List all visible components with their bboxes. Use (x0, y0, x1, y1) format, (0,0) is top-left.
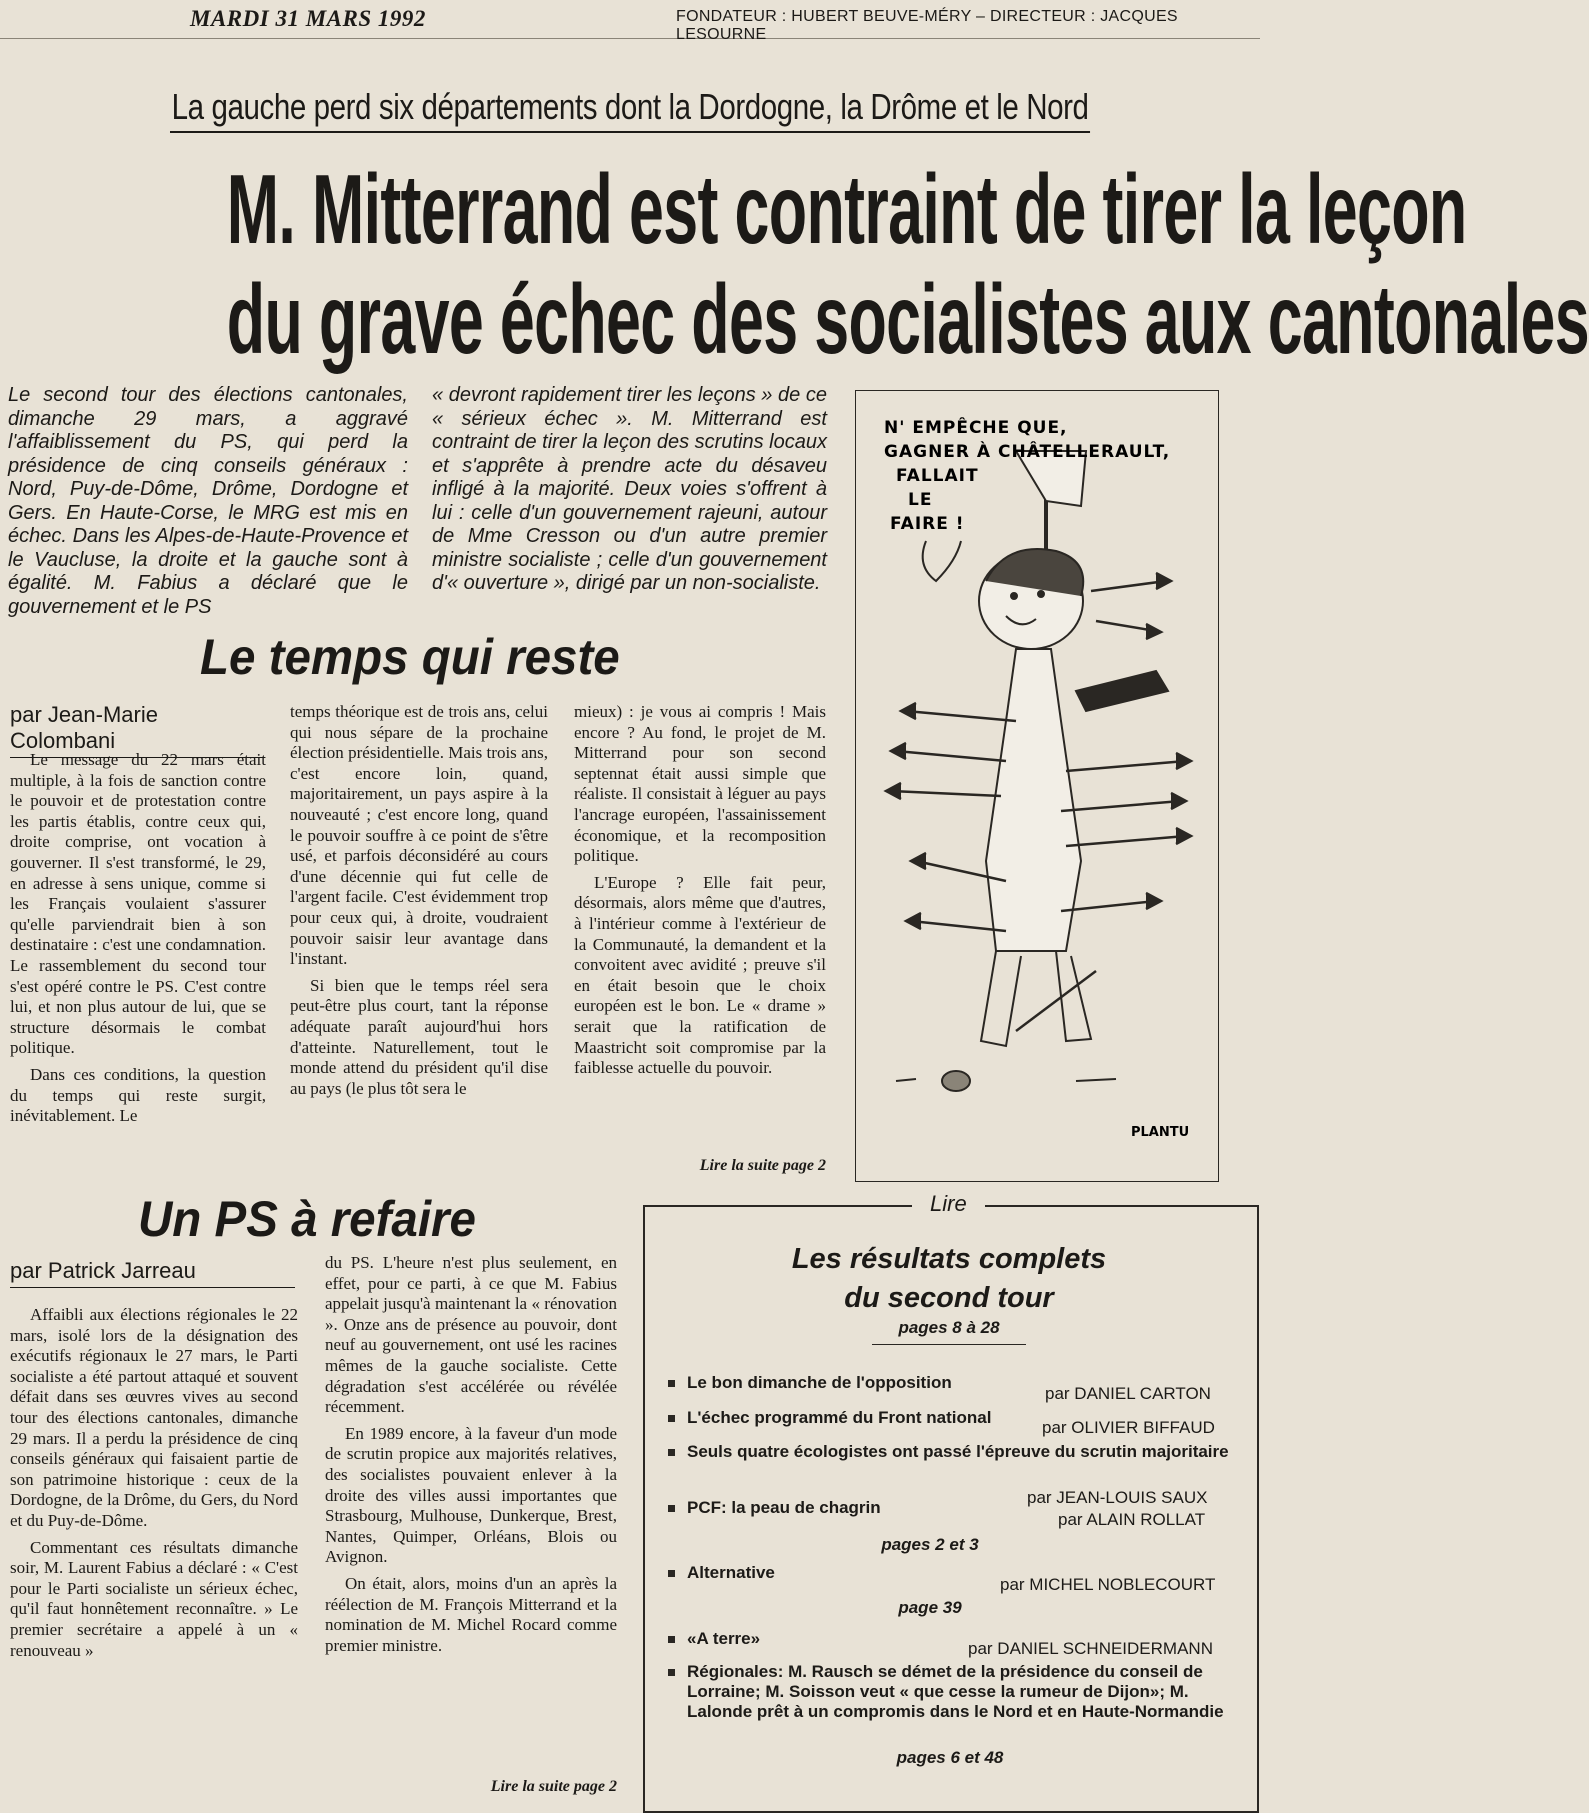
bullet-icon (668, 1505, 675, 1512)
chapeau-col-2: « devront rapidement tirer les leçons » de ce « sérieux échec ». M. Mitterrand est contraint de tirer la leçon des scrutins locaux et s'apprête à prendre acte du désaveu infligé à la majorité. Deux voies s'offrent à lui : celle d'un gouvernement rajeuni, autour de Mme Cresson ou d'un autre premier ministre socialiste ; celle d'un gouvernement d'« ouverture », dirigé par un non-socialiste. (432, 384, 827, 594)
pages-c: pages 6 et 48 (896, 1748, 1004, 1767)
founder-line: FONDATEUR : HUBERT BEUVE-MÉRY – DIRECTEUR : JACQUES LESOURNE (676, 8, 1178, 43)
box-pages-main (643, 1318, 1255, 1345)
paragraph: temps théorique est de trois ans, celui qui nous sépare de la prochaine élection présidentielle. Mais trois ans, c'est encore loin, quand, majoritairement, un pays aspire à la nouveauté ; c'est encore long, quand le pouvoir souffre à ce point de s'être usé, et parfois déconsidéré au cours d'une décennie qui fut celle de l'argent facile. C'est évidemment trop pour ceux qui, à droite, voudraient pouvoir saisir leur avantage dans l'instant. (290, 702, 548, 969)
item-title: Le bon dimanche de l'opposition (687, 1373, 952, 1392)
box-title[interactable] (643, 1240, 1255, 1318)
article1-title: Le temps qui reste (200, 629, 620, 685)
paragraph: Si bien que le temps réel sera peut-être plus court, tant la réponse adéquate paraît aujourd'hui hors d'atteinte. Naturellement, tout le monde attend du président qu'il dise au pays (le plus tôt sera le (290, 975, 548, 1098)
article1-column-2 (290, 702, 548, 1105)
box-lire-label: Lire (912, 1191, 985, 1217)
item-title: L'échec programmé du Front national (687, 1408, 992, 1427)
speech-bubble-line: FAIRE ! (890, 514, 965, 534)
speech-bubble-line: GAGNER À CHÂTELLERAULT, (884, 442, 1171, 462)
bullet-icon (668, 1570, 675, 1577)
paragraph: Dans ces conditions, la question du temps qui reste surgit, inévitablement. Le (10, 1064, 266, 1126)
paragraph: Commentant ces résultats dimanche soir, M. Laurent Fabius a déclaré : « C'est pour le Parti socialiste un sérieux échec, qu'il faut honnêtement reconnaître. » Le premier secrétaire a appelé à un « renouveau » (10, 1537, 298, 1660)
article2-continued-link[interactable]: Lire la suite page 2 (490, 1778, 617, 1795)
item-title: PCF: la peau de chagrin (687, 1498, 881, 1517)
kicker-wrap (0, 86, 1260, 133)
paragraph: du PS. L'heure n'est plus seulement, en effet, pour ce parti, à ce que M. Fabius appelait jusqu'à maintenant la « rénovation ». Onze ans de présence au pouvoir, dont neuf au gouvernement, ont usé les racines mêmes de la gauche socialiste. Cette dégradation s'est accélérée ou révélée récemment. (325, 1253, 617, 1417)
cartoon-drawing-icon (856, 391, 1218, 1181)
box-title-line: du second tour (844, 1282, 1054, 1314)
item-author: par MICHEL NOBLECOURT (1000, 1575, 1216, 1594)
paragraph: En 1989 encore, à la faveur d'un mode de scrutin propice aux majorités relatives, des socialistes pouvaient enlever à la droite des villes aussi importantes que Strasbourg, Mulhouse, Dunkerque, Brest, Nantes, Quimper, Orléans, Blois ou Avignon. (325, 1423, 617, 1567)
article2-column-1 (10, 1305, 298, 1667)
article2-title: Un PS à refaire (138, 1191, 476, 1247)
cartoon (855, 390, 1219, 1182)
speech-bubble-line: LE (908, 490, 933, 510)
bullet-icon (668, 1449, 675, 1456)
article2-byline: par Patrick Jarreau (10, 1258, 295, 1288)
paragraph: On était, alors, moins d'un an après la réélection de M. François Mitterrand et la nomination de M. Michel Rocard comme premier ministre. (325, 1573, 617, 1655)
chapeau-col-1: Le second tour des élections cantonales, dimanche 29 mars, a aggravé l'affaiblissement du PS, qui perd la présidence de cinq conseils généraux : Nord, Puy-de-Dôme, Drôme, Dordogne et Gers. En Haute-Corse, le MRG est mis en échec. Dans les Alpes-de-Haute-Provence et le Vaucluse, la droite et la gauche sont à égalité. M. Fabius a déclaré que le gouvernement et le PS (8, 384, 408, 618)
item-author: par DANIEL CARTON (1045, 1384, 1211, 1403)
item-author: par ALAIN ROLLAT (1058, 1510, 1206, 1529)
bullet-icon (668, 1380, 675, 1387)
paragraph: mieux) : je vous ai compris ! Mais encore ? Au fond, le projet de M. Mitterrand pour son second septennat était aussi simple que réaliste. Il consistait à léguer au pays l'ancrage européen, l'assainissement économique, et la recomposition politique. (574, 702, 826, 866)
item-title: «A terre» (687, 1629, 761, 1648)
cartoon-signature: PLANTU (1131, 1125, 1190, 1140)
article2-column-2 (325, 1253, 617, 1662)
paragraph: L'Europe ? Elle fait peur, désormais, alors même que d'autres, à l'intérieur comme à l'extérieur de la Communauté, la demandent et la convoitent avec avidité ; preuve s'il en était besoin que le choix européen est le bon. Le « drame » serait que la ratification de Maastricht soit compromise par la faiblesse actuelle du pouvoir. (574, 872, 826, 1078)
item-author: par DANIEL SCHNEIDERMANN (968, 1639, 1213, 1658)
pages-b: page 39 (898, 1598, 962, 1617)
bullet-icon (668, 1669, 675, 1676)
bullet-icon (668, 1415, 675, 1422)
kicker: La gauche perd six départements dont la Dordogne, la Drôme et le Nord (170, 86, 1090, 133)
box-title-line: Les résultats complets (791, 1243, 1107, 1275)
item-title: Régionales: M. Rausch se démet de la présidence du conseil de Lorraine; M. Soisson veut « que cesse la rumeur de Dijon»; M. Lalonde prêt à un compromis dans le Nord et en Haute-Normandie (687, 1662, 1224, 1721)
list-item[interactable] (668, 1662, 1243, 1722)
list-item[interactable] (668, 1442, 1243, 1462)
article1-byline: par Jean-Marie Colombani (10, 702, 265, 758)
headline-line-1: M. Mitterrand est contraint de tirer la leçon (226, 154, 1467, 264)
item-author: par OLIVIER BIFFAUD (1042, 1418, 1215, 1437)
item-title: Alternative (687, 1563, 775, 1582)
headline-line-2: du grave échec des socialistes aux cantonales (226, 264, 1589, 374)
speech-bubble-line: FALLAIT (896, 466, 979, 486)
paragraph: Le message du 22 mars était multiple, à la fois de sanction contre le pouvoir et de protestation contre les partis établis, contre ceux qui, droite comprise, ont vocation à gouverner. Il s'est transformé, le 29, en adresse à sens unique, comme si les Français voulaient s'assurer qu'elle parviendrait bien à son destinataire : c'est une condamnation. Le rassemblement du second tour s'est opéré contre le PS. C'est contre lui, et non plus autour de lui, que se structure désormais le combat politique. (10, 750, 266, 1058)
article1-column-3 (574, 702, 826, 1085)
bullet-icon (668, 1636, 675, 1643)
paragraph: Affaibli aux élections régionales le 22 mars, isolé lors de la désignation des exécutifs régionaux le 27 mars, le Parti socialiste a été partout attaqué et souvent défait dans ses œuvres vives au second tour des élections cantonales, dimanche 29 mars. Il a perdu la présidence de cinq conseils généraux qui faisaient partie de son patrimoine historique : ceux de la Dordogne, de la Drôme, du Gers, du Nord et du Puy-de-Dôme. (10, 1305, 298, 1530)
pages-main: pages 8 à 28 (872, 1318, 1025, 1345)
pages-a: pages 2 et 3 (881, 1535, 979, 1554)
item-author: par JEAN-LOUIS SAUX (1027, 1488, 1208, 1507)
article1-column-1 (10, 750, 266, 1133)
article1-continued-link[interactable]: Lire la suite page 2 (699, 1157, 826, 1174)
issue-date: MARDI 31 MARS 1992 (190, 6, 426, 31)
speech-bubble-line: N' EMPÊCHE QUE, (884, 418, 1068, 438)
item-title: Seuls quatre écologistes ont passé l'épreuve du scrutin majoritaire (687, 1442, 1229, 1461)
